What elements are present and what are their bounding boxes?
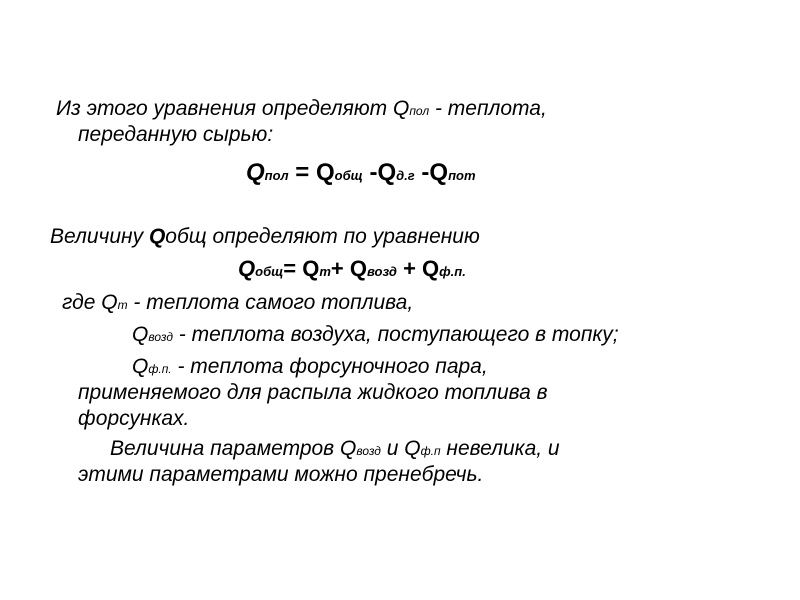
eq2-sub-t: т [319,264,331,279]
eq2-q: Q [238,256,256,281]
eq1-sub-dg: д.г [396,168,415,183]
intro-line-2: переданную сырью: [78,123,274,146]
eq1-q: Q [246,159,265,186]
eq2-op-3: + Q [396,256,440,281]
conclusion-text-b: и Q [380,437,421,460]
eq1-op-3: -Q [414,159,449,186]
conclusion-line-2: этими параметрами можно пренебречь. [78,463,484,486]
def2-q: Q [132,323,149,346]
def3-text: - теплота форсуночного пара, [171,355,488,378]
eq1-op-1: = Q [288,159,335,186]
obsh-intro-line [50,224,480,250]
intro-text-b: - теплота, [429,97,547,120]
definition-q-fp-line-3: форсунках. [78,407,190,430]
eq2-op-2: + Q [330,256,367,281]
equation-q-obsh [238,256,466,285]
definition-q-fp-line-2: применяемого для распыла жидкого топлива в [78,381,548,404]
eq1-sub-pot: пот [448,168,476,183]
def2-text: - теплота воздуха, поступающего в топку; [172,323,619,346]
definition-q-vozd [132,322,619,350]
eq2-sub-vozd: возд [367,264,397,279]
intro-subscript: пол [409,104,430,118]
eq1-sub-pol: пол [264,168,289,183]
obsh-text-b: общ определяют по уравнению [165,225,480,248]
def2-subscript: возд [148,330,173,344]
eq1-op-2: -Q [362,159,397,186]
definition-q-fp [132,354,488,382]
conclusion-text-a: Величина параметров Q [110,437,357,460]
conclusion-sub-vozd: возд [356,444,381,458]
obsh-q: Q [148,225,166,248]
definition-q-t [62,290,413,318]
conclusion-text-c: невелика, и [440,437,560,460]
eq2-op-1: = Q [283,256,320,281]
obsh-text-a: Величину [50,225,149,248]
def3-subscript: ф.п. [148,362,172,376]
conclusion-line-1 [110,436,560,464]
def1-subscript: т [117,298,128,312]
def3-q: Q [132,355,149,378]
def1-lead: где Q [62,291,118,314]
def1-text: - теплота самого топлива, [127,291,414,314]
intro-text-a: Из этого уравнения определяют Q [56,97,410,120]
eq2-sub-fp: ф.п. [439,264,466,279]
conclusion-sub-fp: ф.п [420,444,441,458]
eq1-sub-obsh: общ [334,168,363,183]
eq2-sub-obsh: общ [255,264,284,279]
equation-q-pol [246,160,476,189]
intro-line-1 [56,96,547,124]
